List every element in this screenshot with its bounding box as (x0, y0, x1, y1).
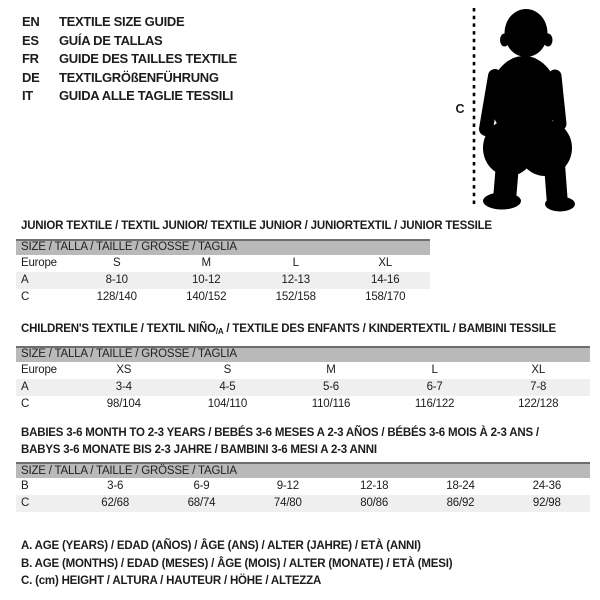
section-title-line: BABIES 3-6 MONTH TO 2-3 YEARS / BEBÉS 3-6 MESES A 2-3 AÑOS / BÉBÉS 3-6 MOIS À 2-3 ANS / (21, 427, 539, 439)
table-row (16, 396, 590, 413)
size-value: 12-13 (251, 272, 341, 289)
language-code: IT (22, 88, 33, 103)
size-value: 3-4 (72, 379, 176, 396)
language-row (22, 32, 237, 51)
language-label: TEXTILGRÖßENFÜHRUNG (59, 69, 219, 85)
row-label: C (16, 495, 72, 512)
size-header-bar: SIZE / TALLA / TAILLE / GRÖSSE / TAGLIA (16, 347, 590, 362)
size-table (16, 346, 590, 413)
section-babies (16, 425, 590, 512)
language-list (22, 13, 237, 106)
row-label: Europe (21, 363, 57, 376)
size-table (16, 462, 590, 512)
footnote-line: B. AGE (MONTHS) / EDAD (MESES) / ÂGE (MOIS) / ALTER (MONATE) / ETÀ (MESI) (21, 557, 453, 570)
section-title (16, 321, 590, 341)
size-table (16, 239, 430, 306)
size-value: 74/80 (245, 495, 331, 512)
language-code: ES (22, 32, 39, 48)
size-value: 98/104 (106, 397, 141, 410)
table-row (16, 478, 590, 495)
table-row (16, 379, 590, 396)
baby-silhouette-shape (483, 9, 575, 212)
table-row (16, 255, 430, 272)
size-value: XL (531, 363, 546, 376)
size-value: 116/122 (414, 397, 455, 410)
language-label: GUIDE DES TAILLES TEXTILE (59, 51, 237, 66)
footnote-line: A. AGE (YEARS) / EDAD (AÑOS) / ÂGE (ANS) / ALTER (JAHRE) / ETÀ (ANNI) (21, 540, 421, 552)
section-title (16, 218, 492, 235)
table-row (16, 362, 590, 379)
section-title (16, 425, 590, 458)
language-code: EN (22, 14, 40, 29)
size-value: 152/158 (275, 290, 316, 303)
size-table (16, 462, 590, 512)
language-label: GUÍA DE TALLAS (59, 32, 163, 48)
size-value: 104/110 (207, 397, 248, 410)
size-value: 5-6 (279, 379, 383, 396)
language-label: GUIDA ALLE TAGLIE TESSILI (59, 88, 234, 103)
size-value: XS (116, 363, 132, 376)
size-value: 3-6 (107, 480, 124, 492)
size-value: M (201, 256, 211, 269)
baby-figure (450, 2, 600, 214)
language-row (22, 87, 237, 106)
table-row (16, 289, 430, 306)
size-table (16, 346, 590, 413)
size-value: 6-9 (193, 480, 210, 492)
size-table (16, 239, 430, 306)
section-children (16, 321, 590, 413)
language-row (22, 50, 237, 69)
size-value: 7-8 (486, 379, 590, 396)
language-code: DE (22, 69, 40, 85)
size-value: 12-18 (359, 480, 389, 492)
size-value: L (292, 256, 299, 269)
footnote-line: C. (cm) HEIGHT / ALTURA / HAUTEUR / HÖHE / ALTEZZA (21, 575, 322, 587)
size-value: 10-12 (162, 272, 252, 289)
size-value: 18-24 (446, 480, 475, 492)
size-value: 6-7 (383, 379, 487, 396)
language-row (22, 13, 237, 32)
size-value: 8-10 (72, 272, 162, 289)
size-header-bar: SIZE / TALLA / TAILLE / GRÖSSE / TAGLIA (16, 240, 430, 255)
section-title-line: CHILDREN'S TEXTILE / TEXTIL NIÑO/A / TEXTILE DES ENFANTS / KINDERTEXTIL / BAMBINI TESSILE (21, 323, 556, 336)
section-junior (16, 218, 492, 306)
size-value: 9-12 (276, 480, 299, 492)
size-value: 80/86 (331, 495, 417, 512)
size-value: 140/152 (186, 290, 227, 303)
size-value: 4-5 (176, 379, 280, 396)
row-label: C (21, 397, 30, 410)
size-value: 62/68 (72, 495, 158, 512)
size-value: 86/92 (417, 495, 503, 512)
size-value: 110/116 (311, 397, 351, 410)
section-title-line: JUNIOR TEXTILE / TEXTIL JUNIOR/ TEXTILE JUNIOR / JUNIORTEXTIL / JUNIOR TESSILE (21, 220, 492, 232)
row-label: A (16, 379, 72, 396)
footnotes (21, 538, 452, 591)
size-value: XL (378, 256, 393, 269)
size-value: 128/140 (96, 290, 137, 303)
height-measure-label: C (455, 102, 465, 116)
row-label: A (16, 272, 72, 289)
table-row (16, 495, 590, 512)
size-value: S (223, 363, 232, 376)
row-label: C (21, 290, 30, 303)
language-label: TEXTILE SIZE GUIDE (59, 14, 185, 29)
size-value: 92/98 (504, 495, 590, 512)
section-title-line: BABYS 3-6 MONATE BIS 2-3 JAHRE / BAMBINI 3-6 MESI A 2-3 ANNI (21, 443, 377, 456)
table-row (16, 272, 430, 289)
size-value: M (326, 363, 336, 376)
baby-silhouette-icon (450, 2, 600, 214)
size-value: 24-36 (532, 480, 562, 492)
size-value: 122/128 (518, 397, 559, 410)
language-row (22, 69, 237, 88)
size-value: 158/170 (365, 290, 406, 303)
row-label: Europe (21, 256, 57, 269)
size-value: L (431, 363, 438, 376)
size-value: S (113, 256, 121, 269)
row-label: B (21, 480, 29, 492)
language-code: FR (22, 51, 39, 66)
size-value: 68/74 (158, 495, 244, 512)
size-value: 14-16 (341, 272, 431, 289)
size-header-bar: SIZE / TALLA / TAILLE / GRÖSSE / TAGLIA (16, 463, 590, 478)
